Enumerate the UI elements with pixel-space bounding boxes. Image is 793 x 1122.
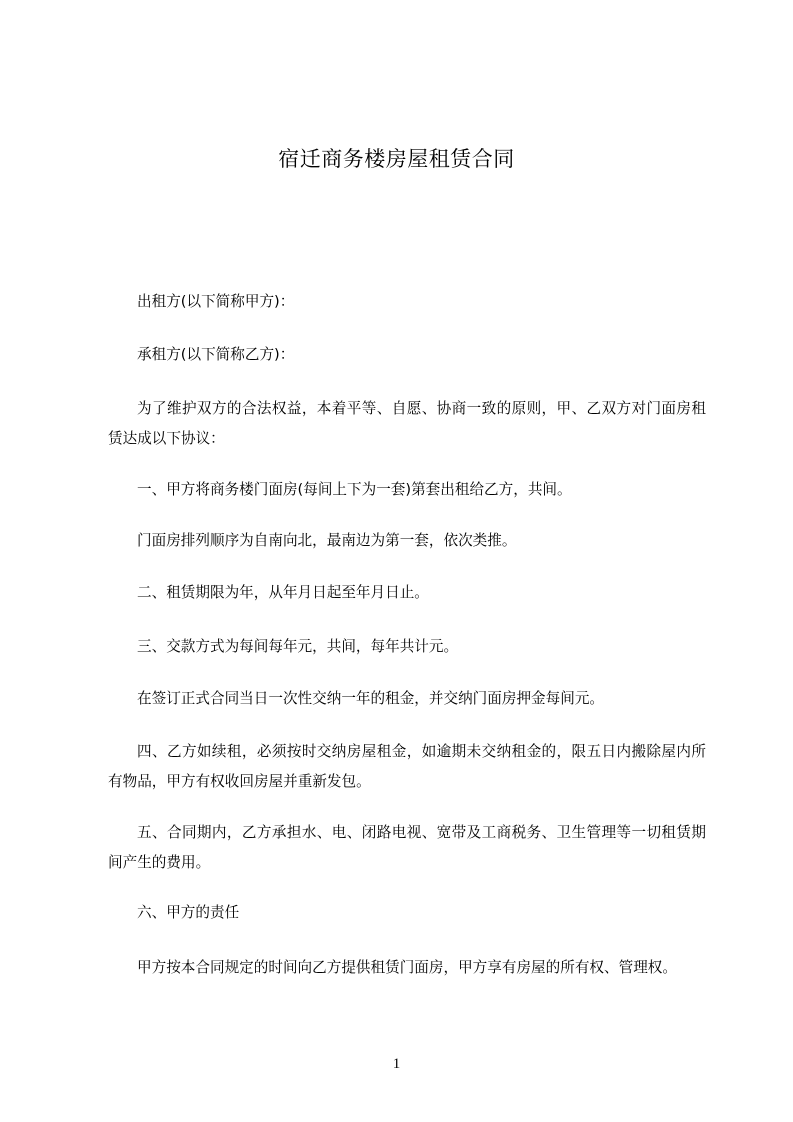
- paragraph-clause-4: 四、乙方如续租，必须按时交纳房屋租金，如逾期未交纳租金的，限五日内搬除屋内所有物品，甲方有权收回房屋并重新发包。: [108, 743, 706, 790]
- paragraph-lessor-duty: 甲方按本合同规定的时间向乙方提供租赁门面房，甲方享有房屋的所有权、管理权。: [137, 959, 677, 976]
- paragraph-lessee: 承租方(以下简称乙方)：: [137, 346, 295, 363]
- paragraph-lessor: 出租方(以下简称甲方)：: [137, 293, 295, 310]
- paragraph-deposit: 在签订正式合同当日一次性交纳一年的租金，并交纳门面房押金每间元。: [137, 690, 605, 707]
- paragraph-preamble: 为了维护双方的合法权益，本着平等、自愿、协商一致的原则，甲、乙双方对门面房租赁达成以下协议：: [108, 400, 706, 447]
- paragraph-clause-1: 一、甲方将商务楼门面房(每间上下为一套)第套出租给乙方，共间。: [137, 481, 572, 498]
- document-title: 宿迁商务楼房屋租赁合同: [278, 147, 515, 171]
- paragraph-order: 门面房排列顺序为自南向北，最南边为第一套，依次类推。: [137, 532, 517, 549]
- paragraph-clause-6: 六、甲方的责任: [137, 904, 240, 921]
- paragraph-clause-3: 三、交款方式为每间每年元，共间，每年共计元。: [137, 638, 459, 655]
- page-number: 1: [392, 1056, 401, 1072]
- paragraph-clause-5: 五、合同期内，乙方承担水、电、闭路电视、宽带及工商税务、卫生管理等一切租赁期间产生的费用。: [108, 824, 706, 871]
- paragraph-clause-2: 二、租赁期限为年，从年月日起至年月日止。: [137, 584, 429, 601]
